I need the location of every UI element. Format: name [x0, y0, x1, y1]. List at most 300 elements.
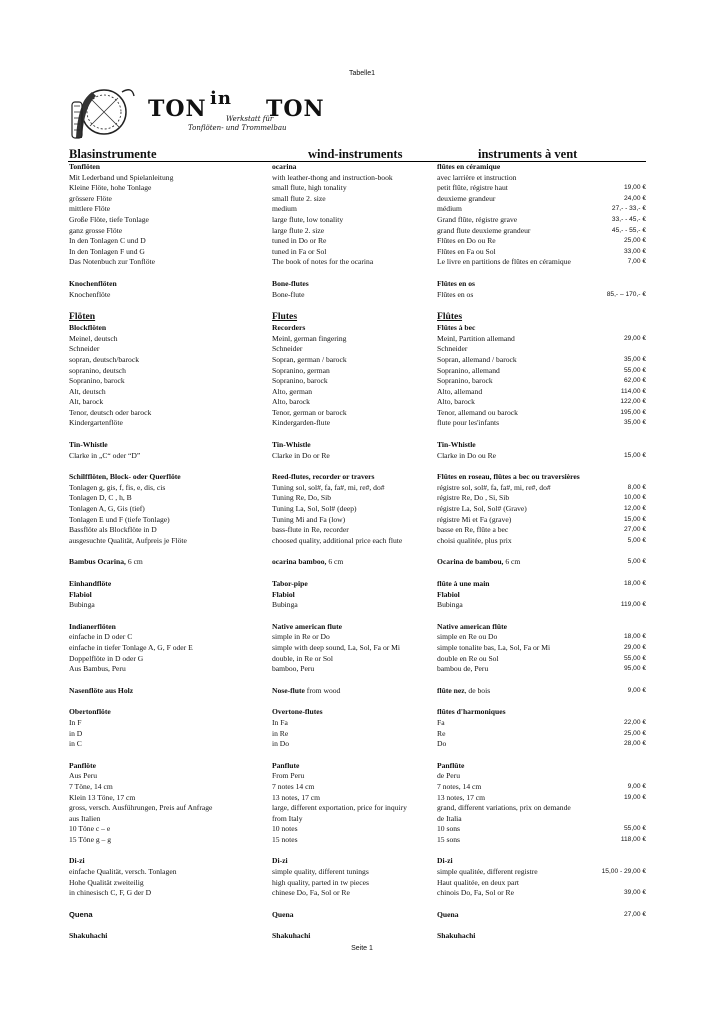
- german-cell: 10 Töne c – e: [69, 824, 111, 834]
- english-cell: medium: [272, 204, 297, 214]
- french-cell: régistre sol, sol#, fa, fa#, mi, re#, do#: [437, 482, 551, 492]
- table-row: [68, 504, 646, 515]
- price-cell: 15,00 - 29,00 €: [601, 868, 646, 876]
- french-cell: Flabiol: [437, 589, 460, 599]
- english-cell: simple quality, different tunings: [272, 867, 369, 877]
- french-cell: Flûtes en Fa ou Sol: [437, 246, 496, 256]
- french-cell: Sopranino, barock: [437, 376, 493, 386]
- english-cell: Reed-flutes, recorder or travers: [272, 472, 375, 482]
- german-cell: Flöten: [69, 311, 96, 323]
- price-cell: 27,- - 33,- €: [611, 205, 646, 213]
- german-cell: Hohe Qualität zweiteilig: [69, 877, 144, 887]
- plain-part: , de bois: [464, 685, 491, 695]
- german-cell: Sopranino, barock: [69, 376, 125, 386]
- price-cell: 95,00 €: [624, 665, 646, 673]
- table-row: [68, 236, 646, 247]
- german-cell: einfache in D oder C: [69, 632, 133, 642]
- spacer-row: [68, 675, 646, 686]
- price-cell: 55,00 €: [624, 366, 646, 374]
- french-cell: Native american flûte: [437, 621, 508, 631]
- french-cell: Meinl, Partition allemand: [437, 333, 515, 343]
- table-row: [68, 632, 646, 643]
- french-cell: Re: [437, 728, 446, 738]
- price-cell: 62,00 €: [624, 377, 646, 385]
- german-cell: grössere Flöte: [69, 193, 112, 203]
- table-row: [68, 257, 646, 268]
- german-cell: sopranino, deutsch: [69, 365, 126, 375]
- category-row: [68, 557, 646, 568]
- french-cell: simple tonalite bas, La, Sol, Fa or Mi: [437, 642, 551, 652]
- english-cell: large, different exportation, price for inquiry: [272, 803, 407, 813]
- price-cell: 119,00 €: [620, 601, 646, 609]
- english-cell: double, in Re or Sol: [272, 653, 333, 663]
- table-row: [68, 867, 646, 878]
- logo-title-in: in: [210, 88, 232, 109]
- french-cell: Fa: [437, 717, 445, 727]
- french-cell: simple en Re ou Do: [437, 632, 498, 642]
- price-cell: 27,00 €: [624, 526, 646, 534]
- spacer-row: [68, 268, 646, 279]
- french-cell: deuxieme grandeur: [437, 193, 496, 203]
- french-cell: Tin-Whistle: [437, 440, 476, 450]
- spacer-row: [68, 461, 646, 472]
- table-row: [68, 376, 646, 387]
- french-cell: Flûtes: [437, 311, 463, 323]
- english-cell: Bone-flutes: [272, 278, 309, 288]
- table-row: [68, 782, 646, 793]
- price-cell: 25,00 €: [624, 237, 646, 245]
- german-cell: Das Notenbuch zur Tonflöte: [69, 257, 156, 267]
- french-cell: simple qualitée, different registre: [437, 867, 538, 877]
- french-cell: grand flute deuxieme grandeur: [437, 225, 531, 235]
- spacer-row: [68, 300, 646, 311]
- english-cell: Meinl, german fingering: [272, 333, 347, 343]
- english-cell: simple with deep sound, La, Sol, Fa or Mi: [272, 642, 401, 652]
- english-cell: The book of notes for the ocarina: [272, 257, 374, 267]
- table-row: [68, 493, 646, 504]
- category-row: [68, 910, 646, 921]
- german-cell: Tonlagen g, gis, f, fis, e, dis, cis: [69, 482, 166, 492]
- table-row: [68, 718, 646, 729]
- bold-part: Nose-flute: [272, 685, 305, 695]
- german-cell: Obertonflöte: [69, 707, 111, 717]
- table-row: [68, 888, 646, 899]
- price-cell: 45,- - 55,- €: [611, 226, 646, 234]
- price-cell: 18,00 €: [624, 580, 646, 587]
- price-cell: 35,00 €: [624, 419, 646, 427]
- german-cell: Aus Bambus, Peru: [69, 664, 126, 674]
- german-cell: mittlere Flöte: [69, 204, 111, 214]
- german-cell: Einhandflöte: [69, 579, 112, 588]
- table-row: [68, 173, 646, 184]
- price-cell: 18,00 €: [624, 633, 646, 641]
- table-row: [68, 344, 646, 355]
- bold-part: ocarina bamboo,: [272, 557, 327, 567]
- german-cell: Doppelflöte in D oder G: [69, 653, 144, 663]
- table-row: [68, 194, 646, 205]
- table-row: [68, 878, 646, 889]
- german-cell: Klein 13 Töne, 17 cm: [69, 792, 136, 802]
- french-cell: Flûtes en os: [437, 289, 474, 299]
- price-cell: 27,00 €: [624, 910, 646, 918]
- header-french: instruments à vent: [478, 147, 578, 161]
- english-cell: Flutes: [272, 311, 298, 323]
- price-cell: 122,00 €: [620, 398, 646, 406]
- bold-part: Ocarina de bambou,: [437, 557, 504, 567]
- english-cell: Flabiol: [272, 589, 295, 599]
- german-cell: Tonlagen A, G, Gis (tief): [69, 504, 145, 514]
- table-row: [68, 408, 646, 419]
- german-cell: Kindergartenflöte: [69, 418, 123, 428]
- german-cell: gross, versch. Ausführungen, Preis auf Anfrage: [69, 803, 213, 813]
- french-cell: Shakuhachi: [437, 931, 476, 941]
- price-cell: 9,00 €: [627, 782, 646, 790]
- price-cell: 118,00 €: [620, 835, 646, 843]
- header-english: wind-instruments: [308, 147, 403, 161]
- french-cell: Schneider: [437, 344, 468, 354]
- table-row: [68, 729, 646, 740]
- table-row: [68, 536, 646, 547]
- french-cell: de Italia: [437, 813, 462, 823]
- german-cell: Tonflöten: [69, 162, 100, 171]
- english-cell: Sopranino, german: [272, 365, 330, 375]
- german-cell: Di-zi: [69, 856, 85, 866]
- category-row: [68, 279, 646, 290]
- french-cell: 15 sons: [437, 834, 460, 844]
- french-cell: flûtes d'harmoniques: [437, 707, 506, 717]
- table-row: [68, 654, 646, 665]
- table-row: [68, 483, 646, 494]
- english-cell: Kindergarden-flute: [272, 418, 331, 428]
- price-cell: 114,00 €: [620, 387, 646, 395]
- french-cell: Sopran, allemand / barock: [437, 354, 517, 364]
- german-cell: Kleine Flöte, hohe Tonlage: [69, 183, 152, 193]
- price-cell: 55,00 €: [624, 825, 646, 833]
- price-cell: 19,00 €: [624, 184, 646, 192]
- german-cell: Tin-Whistle: [69, 440, 108, 450]
- english-cell: Bone-flute: [272, 289, 305, 299]
- german-cell: Flabiol: [69, 589, 92, 599]
- english-cell: [272, 557, 436, 568]
- english-cell: tuned in Do or Re: [272, 236, 327, 246]
- logo: [68, 82, 328, 144]
- german-cell: in chinesisch C, F, G der D: [69, 888, 152, 898]
- plain-part: 6 cm: [503, 557, 521, 567]
- french-cell: Alto, barock: [437, 397, 475, 407]
- table-row: [68, 204, 646, 215]
- plain-part: 6 cm: [125, 557, 143, 567]
- french-cell: Do: [437, 739, 447, 749]
- price-cell: 28,00 €: [624, 740, 646, 748]
- french-cell: Grand flûte, régistre grave: [437, 214, 518, 224]
- french-cell: de Peru: [437, 771, 460, 781]
- price-cell: 55,00 €: [624, 654, 646, 662]
- english-cell: in Do: [272, 739, 290, 749]
- german-cell: In F: [69, 717, 82, 727]
- french-cell: régistre Mi et Fa (grave): [437, 514, 512, 524]
- spacer-row: [68, 696, 646, 707]
- german-cell: [69, 557, 269, 568]
- price-cell: 9,00 €: [627, 686, 646, 694]
- english-cell: chinese Do, Fa, Sol or Re: [272, 888, 350, 898]
- english-cell: 10 notes: [272, 824, 298, 834]
- german-cell: Tenor, deutsch oder barock: [69, 407, 152, 417]
- english-cell: in Re: [272, 728, 289, 738]
- german-cell: einfache in tiefer Tonlage A, G, F oder E: [69, 642, 193, 652]
- french-cell: Flûtes en os: [437, 278, 475, 288]
- table-row: [68, 600, 646, 611]
- german-cell: Bubinga: [69, 600, 95, 610]
- english-cell: Bubinga: [272, 600, 298, 610]
- english-cell: Alto, german: [272, 386, 313, 396]
- table-row: [68, 793, 646, 804]
- table-row: [68, 664, 646, 675]
- price-cell: 8,00 €: [627, 483, 646, 491]
- french-cell: Quena: [437, 909, 459, 919]
- german-cell: Meinel, deutsch: [69, 333, 118, 343]
- french-cell: Panflûte: [437, 760, 465, 770]
- spacer-row: [68, 920, 646, 931]
- price-cell: 85,- – 170,- €: [606, 290, 646, 298]
- german-cell: Clarke in „C“ oder “D”: [69, 450, 141, 460]
- german-cell: Große Flöte, tiefe Tonlage: [69, 214, 149, 224]
- table-row: [68, 643, 646, 654]
- french-cell: Di-zi: [437, 856, 453, 866]
- english-cell: Alto, barock: [272, 397, 310, 407]
- french-cell: régistre La, Sol, Sol# (Grave): [437, 504, 527, 514]
- german-cell: Blockflöten: [69, 323, 107, 333]
- price-cell: 25,00 €: [624, 729, 646, 737]
- table-row: [68, 771, 646, 782]
- category-row: [68, 622, 646, 633]
- price-list: [68, 162, 646, 942]
- category-row: [68, 686, 646, 697]
- category-row: [68, 707, 646, 718]
- english-cell: tuned in Fa or Sol: [272, 246, 327, 256]
- table-row: [68, 739, 646, 750]
- german-cell: [69, 686, 269, 697]
- french-cell: flûte à une main: [437, 579, 490, 588]
- french-cell: Sopranino, allemand: [437, 365, 500, 375]
- english-cell: with leather-thong and instruction-book: [272, 172, 393, 182]
- german-cell: In den Tonlagen F und G: [69, 246, 145, 256]
- english-cell: Tenor, german or barock: [272, 407, 347, 417]
- logo-subtitle-2: Tonflöten- und Trommelbau: [188, 124, 287, 132]
- spacer-row: [68, 845, 646, 856]
- spacer-row: [68, 568, 646, 579]
- spacer-row: [68, 899, 646, 910]
- table-row: [68, 366, 646, 377]
- german-cell: Shakuhachi: [69, 931, 108, 941]
- german-cell: Schilfflöten, Block- oder Querflöte: [69, 472, 181, 482]
- english-cell: Schneider: [272, 344, 303, 354]
- drum-logo-graphic: [68, 82, 138, 144]
- english-cell: Overtone-flutes: [272, 707, 323, 717]
- spacer-row: [68, 750, 646, 761]
- price-cell: 29,00 €: [624, 334, 646, 342]
- german-cell: Alt, barock: [69, 397, 104, 407]
- french-cell: petit flûte, régistre haut: [437, 183, 508, 193]
- german-cell: sopran, deutsch/barock: [69, 354, 140, 364]
- german-cell: Alt, deutsch: [69, 386, 106, 396]
- price-cell: 33,- - 45,- €: [611, 215, 646, 223]
- table-row: [68, 418, 646, 429]
- english-cell: simple in Re or Do: [272, 632, 330, 642]
- english-cell: Clarke in Do or Re: [272, 450, 330, 460]
- french-cell: bambou de, Peru: [437, 664, 489, 674]
- price-cell: 195,00 €: [620, 408, 646, 416]
- price-cell: 39,00 €: [624, 889, 646, 897]
- french-cell: Alto, allemand: [437, 386, 483, 396]
- french-cell: 7 notes, 14 cm: [437, 781, 482, 791]
- french-cell: Clarke in Do ou Re: [437, 450, 497, 460]
- french-cell: Bubinga: [437, 600, 463, 610]
- french-cell: Le livre en partitions de flûtes en céramique: [437, 257, 571, 267]
- table-row: [68, 397, 646, 408]
- logo-title-ton-left: TON: [148, 96, 207, 122]
- english-cell: ocarina: [272, 162, 297, 171]
- french-cell: basse en Re, flûte a bec: [437, 525, 509, 535]
- english-cell: Sopranino, barock: [272, 376, 328, 386]
- german-cell: Panflöte: [69, 760, 96, 770]
- english-cell: Sopran, german / barock: [272, 354, 347, 364]
- french-cell: Tenor, allemand ou barock: [437, 407, 518, 417]
- price-cell: 5,00 €: [627, 558, 646, 566]
- french-cell: double en Re ou Sol: [437, 653, 499, 663]
- price-cell: 7,00 €: [627, 258, 646, 266]
- english-cell: Tuning La, Sol, Sol# (deep): [272, 504, 357, 514]
- category-row: [68, 323, 646, 334]
- table-row: [68, 525, 646, 536]
- french-cell: 13 notes, 17 cm: [437, 792, 486, 802]
- table-row: [68, 814, 646, 825]
- price-cell: 19,00 €: [624, 793, 646, 801]
- german-cell: Mit Lederband und Spielanleitung: [69, 172, 174, 182]
- english-cell: Tuning Mi and Fa (low): [272, 514, 346, 524]
- spacer-row: [68, 429, 646, 440]
- bold-part: Nasenflöte aus Holz: [69, 685, 134, 695]
- price-cell: 33,00 €: [624, 247, 646, 255]
- english-cell: bass-flute in Re, recorder: [272, 525, 349, 535]
- sheet-label: Tabelle1: [348, 70, 376, 77]
- french-cell: flute pour les'infants: [437, 418, 500, 428]
- french-cell: 10 sons: [437, 824, 460, 834]
- table-row: [68, 515, 646, 526]
- english-cell: high quality, parted in tw pieces: [272, 877, 369, 887]
- price-cell: 29,00 €: [624, 643, 646, 651]
- english-cell: large flute, low tonality: [272, 214, 344, 224]
- english-cell: From Peru: [272, 771, 305, 781]
- bold-part: flûte nez: [437, 685, 465, 695]
- english-cell: Di-zi: [272, 856, 288, 866]
- table-row: [68, 451, 646, 462]
- table-row: [68, 290, 646, 301]
- english-cell: Quena: [272, 909, 294, 919]
- german-cell: ganz grosse Flöte: [69, 225, 123, 235]
- column-header-row: [68, 147, 646, 162]
- french-cell: Flûtes en Do ou Re: [437, 236, 496, 246]
- english-cell: Tin-Whistle: [272, 440, 311, 450]
- english-cell: small flute, high tonality: [272, 183, 347, 193]
- german-cell: in C: [69, 739, 82, 749]
- plain-part: 6 cm: [326, 557, 344, 567]
- english-cell: 13 notes, 17 cm: [272, 792, 321, 802]
- plain-part: from wood: [304, 685, 341, 695]
- price-cell: 35,00 €: [624, 355, 646, 363]
- german-cell: aus Italien: [69, 813, 101, 823]
- german-cell: Schneider: [69, 344, 100, 354]
- price-cell: 15,00 €: [624, 515, 646, 523]
- table-row: [68, 334, 646, 345]
- table-row: [68, 387, 646, 398]
- price-cell: 5,00 €: [627, 536, 646, 544]
- french-cell: avec larrière et instruction: [437, 172, 517, 182]
- german-cell: einfache Qualität, versch. Tonlagen: [69, 867, 177, 877]
- english-cell: Tabor-pipe: [272, 579, 308, 588]
- french-cell: grand, different variations, prix on demande: [437, 803, 571, 813]
- english-cell: from Italy: [272, 813, 303, 823]
- table-row: [68, 183, 646, 194]
- table-row: [68, 247, 646, 258]
- german-cell: in D: [69, 728, 83, 738]
- german-cell: Tonlagen E und F (tiefe Tonlage): [69, 514, 170, 524]
- german-cell: Knochenflöten: [69, 278, 117, 288]
- table-row: [68, 835, 646, 846]
- spacer-row: [68, 611, 646, 622]
- german-cell: Bassflöte als Blockflöte in D: [69, 525, 157, 535]
- table-row: [68, 824, 646, 835]
- german-cell: 7 Töne, 14 cm: [69, 781, 113, 791]
- price-cell: 12,00 €: [624, 505, 646, 513]
- price-cell: 24,00 €: [624, 194, 646, 202]
- table-row: [68, 355, 646, 366]
- section-heading-row: [68, 311, 646, 323]
- category-row: [68, 440, 646, 451]
- category-row: [68, 931, 646, 942]
- category-row: [68, 579, 646, 590]
- english-cell: [272, 686, 436, 697]
- header-german: Blasinstrumente: [69, 147, 157, 161]
- english-cell: Recorders: [272, 323, 306, 333]
- french-cell: Flûtes à bec: [437, 323, 476, 333]
- page-label: Seite 1: [351, 945, 373, 952]
- english-cell: Tuning sol, sol#, fa, fa#, mi, re#, do#: [272, 482, 385, 492]
- german-cell: 15 Töne g – g: [69, 834, 112, 844]
- french-cell: régistre Re, Do , Si, Sib: [437, 493, 510, 503]
- price-cell: 22,00 €: [624, 718, 646, 726]
- english-cell: small flute 2. size: [272, 193, 326, 203]
- french-cell: Haut qualitée, en deux part: [437, 877, 520, 887]
- english-cell: choosed quality, additional price each flute: [272, 535, 403, 545]
- category-row: [68, 472, 646, 483]
- category-row: [68, 162, 646, 173]
- price-cell: 10,00 €: [624, 494, 646, 502]
- english-cell: In Fa: [272, 717, 288, 727]
- german-cell: Knochenflöte: [69, 289, 111, 299]
- french-cell: Flûtes en roseau, flûtes a bec ou traversières: [437, 472, 580, 482]
- price-cell: 15,00 €: [624, 451, 646, 459]
- german-cell: Tonlagen D, C , h, B: [69, 493, 132, 503]
- german-cell: Indianerflöten: [69, 621, 116, 631]
- english-cell: Tuning Re, Do, Sib: [272, 493, 332, 503]
- english-cell: Shakuhachi: [272, 931, 311, 941]
- bold-part: Bambus Ocarina,: [69, 557, 126, 567]
- english-cell: 15 notes: [272, 834, 298, 844]
- category-row: [68, 856, 646, 867]
- english-cell: Native american flute: [272, 621, 343, 631]
- french-cell: médium: [437, 204, 462, 214]
- english-cell: large flute 2. size: [272, 225, 325, 235]
